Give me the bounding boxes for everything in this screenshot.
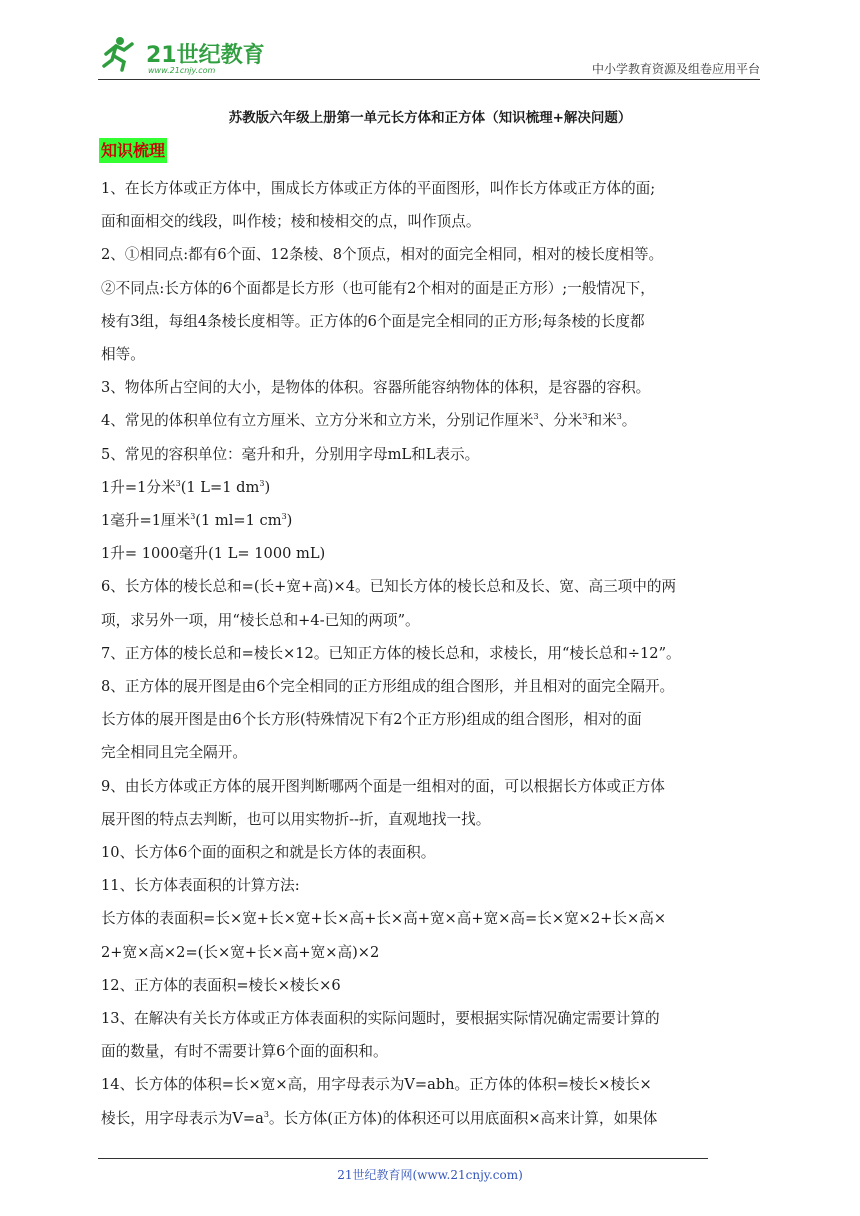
text-line: 棱有3组，每组4条棱长度相等。正方体的6个面是完全相同的正方形;每条棱的长度都 bbox=[101, 312, 645, 330]
document-title: 苏教版六年级上册第一单元长方体和正方体（知识梳理+解决问题） bbox=[228, 110, 632, 126]
text-line: ②不同点:长方体的6个面都是长方形（也可能有2个相对的面是正方形）;一般情况下， bbox=[101, 279, 655, 297]
text-line: 8、正方体的展开图是由6个完全相同的正方形组成的组合图形，并且相对的面完全隔开。 bbox=[101, 678, 675, 696]
text-line: 7、正方体的棱长总和=棱长×12。已知正方体的棱长总和，求棱长，用“棱长总和÷12”。 bbox=[101, 644, 681, 662]
text-line: 长方体的展开图是由6个长方形(特殊情况下有2个正方形)组成的组合图形，相对的面 bbox=[101, 711, 642, 729]
conversion-line: 1毫升=1厘米$^3$(1 ml=1 $cm^3$) bbox=[101, 512, 293, 530]
text-line-volume-units: 4、常见的体积单位有立方厘米、立方分米和立方米，分别记作厘米$^3$、分米$^3$和米$^3$。 bbox=[101, 412, 637, 430]
page-footer: 21世纪教育网(www.21cnjy.com) bbox=[337, 1168, 523, 1182]
section-heading: 知识梳理 bbox=[99, 138, 167, 163]
text-line: 13、在解决有关长方体或正方体表面积的实际问题时，要根据实际情况确定需要计算的 bbox=[101, 1010, 660, 1028]
text-line: 5、常见的容积单位：毫升和升，分别用字母mL和L表示。 bbox=[101, 445, 480, 463]
svg-text:www.21cnjy.com: www.21cnjy.com bbox=[148, 66, 216, 75]
header-divider bbox=[98, 79, 760, 80]
text-line: 9、由长方体或正方体的展开图判断哪两个面是一组相对的面，可以根据长方体或正方体 bbox=[101, 777, 665, 795]
site-logo bbox=[98, 32, 268, 76]
text-line: 完全相同且完全隔开。 bbox=[101, 744, 247, 762]
document-body bbox=[101, 172, 766, 1135]
text-line: 2、①相同点:都有6个面、12条棱、8个顶点，相对的面完全相同，相对的棱长度相等。 bbox=[101, 246, 664, 264]
text-line: 12、正方体的表面积=棱长×棱长×6 bbox=[101, 976, 341, 994]
conversion-line: 1升= 1000毫升(1 L= 1000 mL) bbox=[101, 545, 326, 563]
text-line: 6、长方体的棱长总和=(长+宽+高)×4。已知长方体的棱长总和及长、宽、高三项中的两 bbox=[101, 578, 677, 596]
text-line: 11、长方体表面积的计算方法: bbox=[101, 877, 300, 895]
text-line: 项，求另外一项，用“棱长总和+4-已知的两项”。 bbox=[101, 611, 420, 629]
text-line: 1、在长方体或正方体中，围成长方体或正方体的平面图形，叫作长方体或正方体的面; bbox=[101, 180, 656, 197]
text-line: 14、长方体的体积=长×宽×高，用字母表示为V=abh。正方体的体积=棱长×棱长× bbox=[101, 1076, 652, 1094]
text-line: 面和面相交的线段，叫作棱；棱和棱相交的点，叫作顶点。 bbox=[101, 213, 481, 231]
footer-divider bbox=[98, 1158, 708, 1159]
text-line: 3、物体所占空间的大小，是物体的体积。容器所能容纳物体的体积，是容器的容积。 bbox=[101, 379, 651, 397]
svg-text:21世纪教育: 21世纪教育 bbox=[146, 43, 265, 68]
runner-icon bbox=[104, 37, 132, 70]
text-line: 展开图的特点去判断，也可以用实物折--折，直观地找一找。 bbox=[101, 810, 491, 828]
text-line: 相等。 bbox=[101, 346, 145, 364]
text-line: 长方体的表面积=长×宽+长×宽+长×高+长×高+宽×高+宽×高=长×宽×2+长×高× bbox=[101, 910, 667, 928]
text-line: 2+宽×高×2=(长×宽+长×高+宽×高)×2 bbox=[101, 943, 380, 961]
text-line-cube-volume: 棱长，用字母表示为$V=a^3$。长方体(正方体)的体积还可以用底面积×高来计算，如果体 bbox=[101, 1109, 658, 1127]
text-line: 面的数量，有时不需要计算6个面的面积和。 bbox=[101, 1043, 388, 1061]
conversion-line: 1升=1分米$^3$(1 L=1 $dm^3$) bbox=[101, 478, 271, 496]
platform-label: 中小学教育资源及组卷应用平台 bbox=[591, 62, 760, 76]
text-line: 10、长方体6个面的面积之和就是长方体的表面积。 bbox=[101, 844, 436, 862]
